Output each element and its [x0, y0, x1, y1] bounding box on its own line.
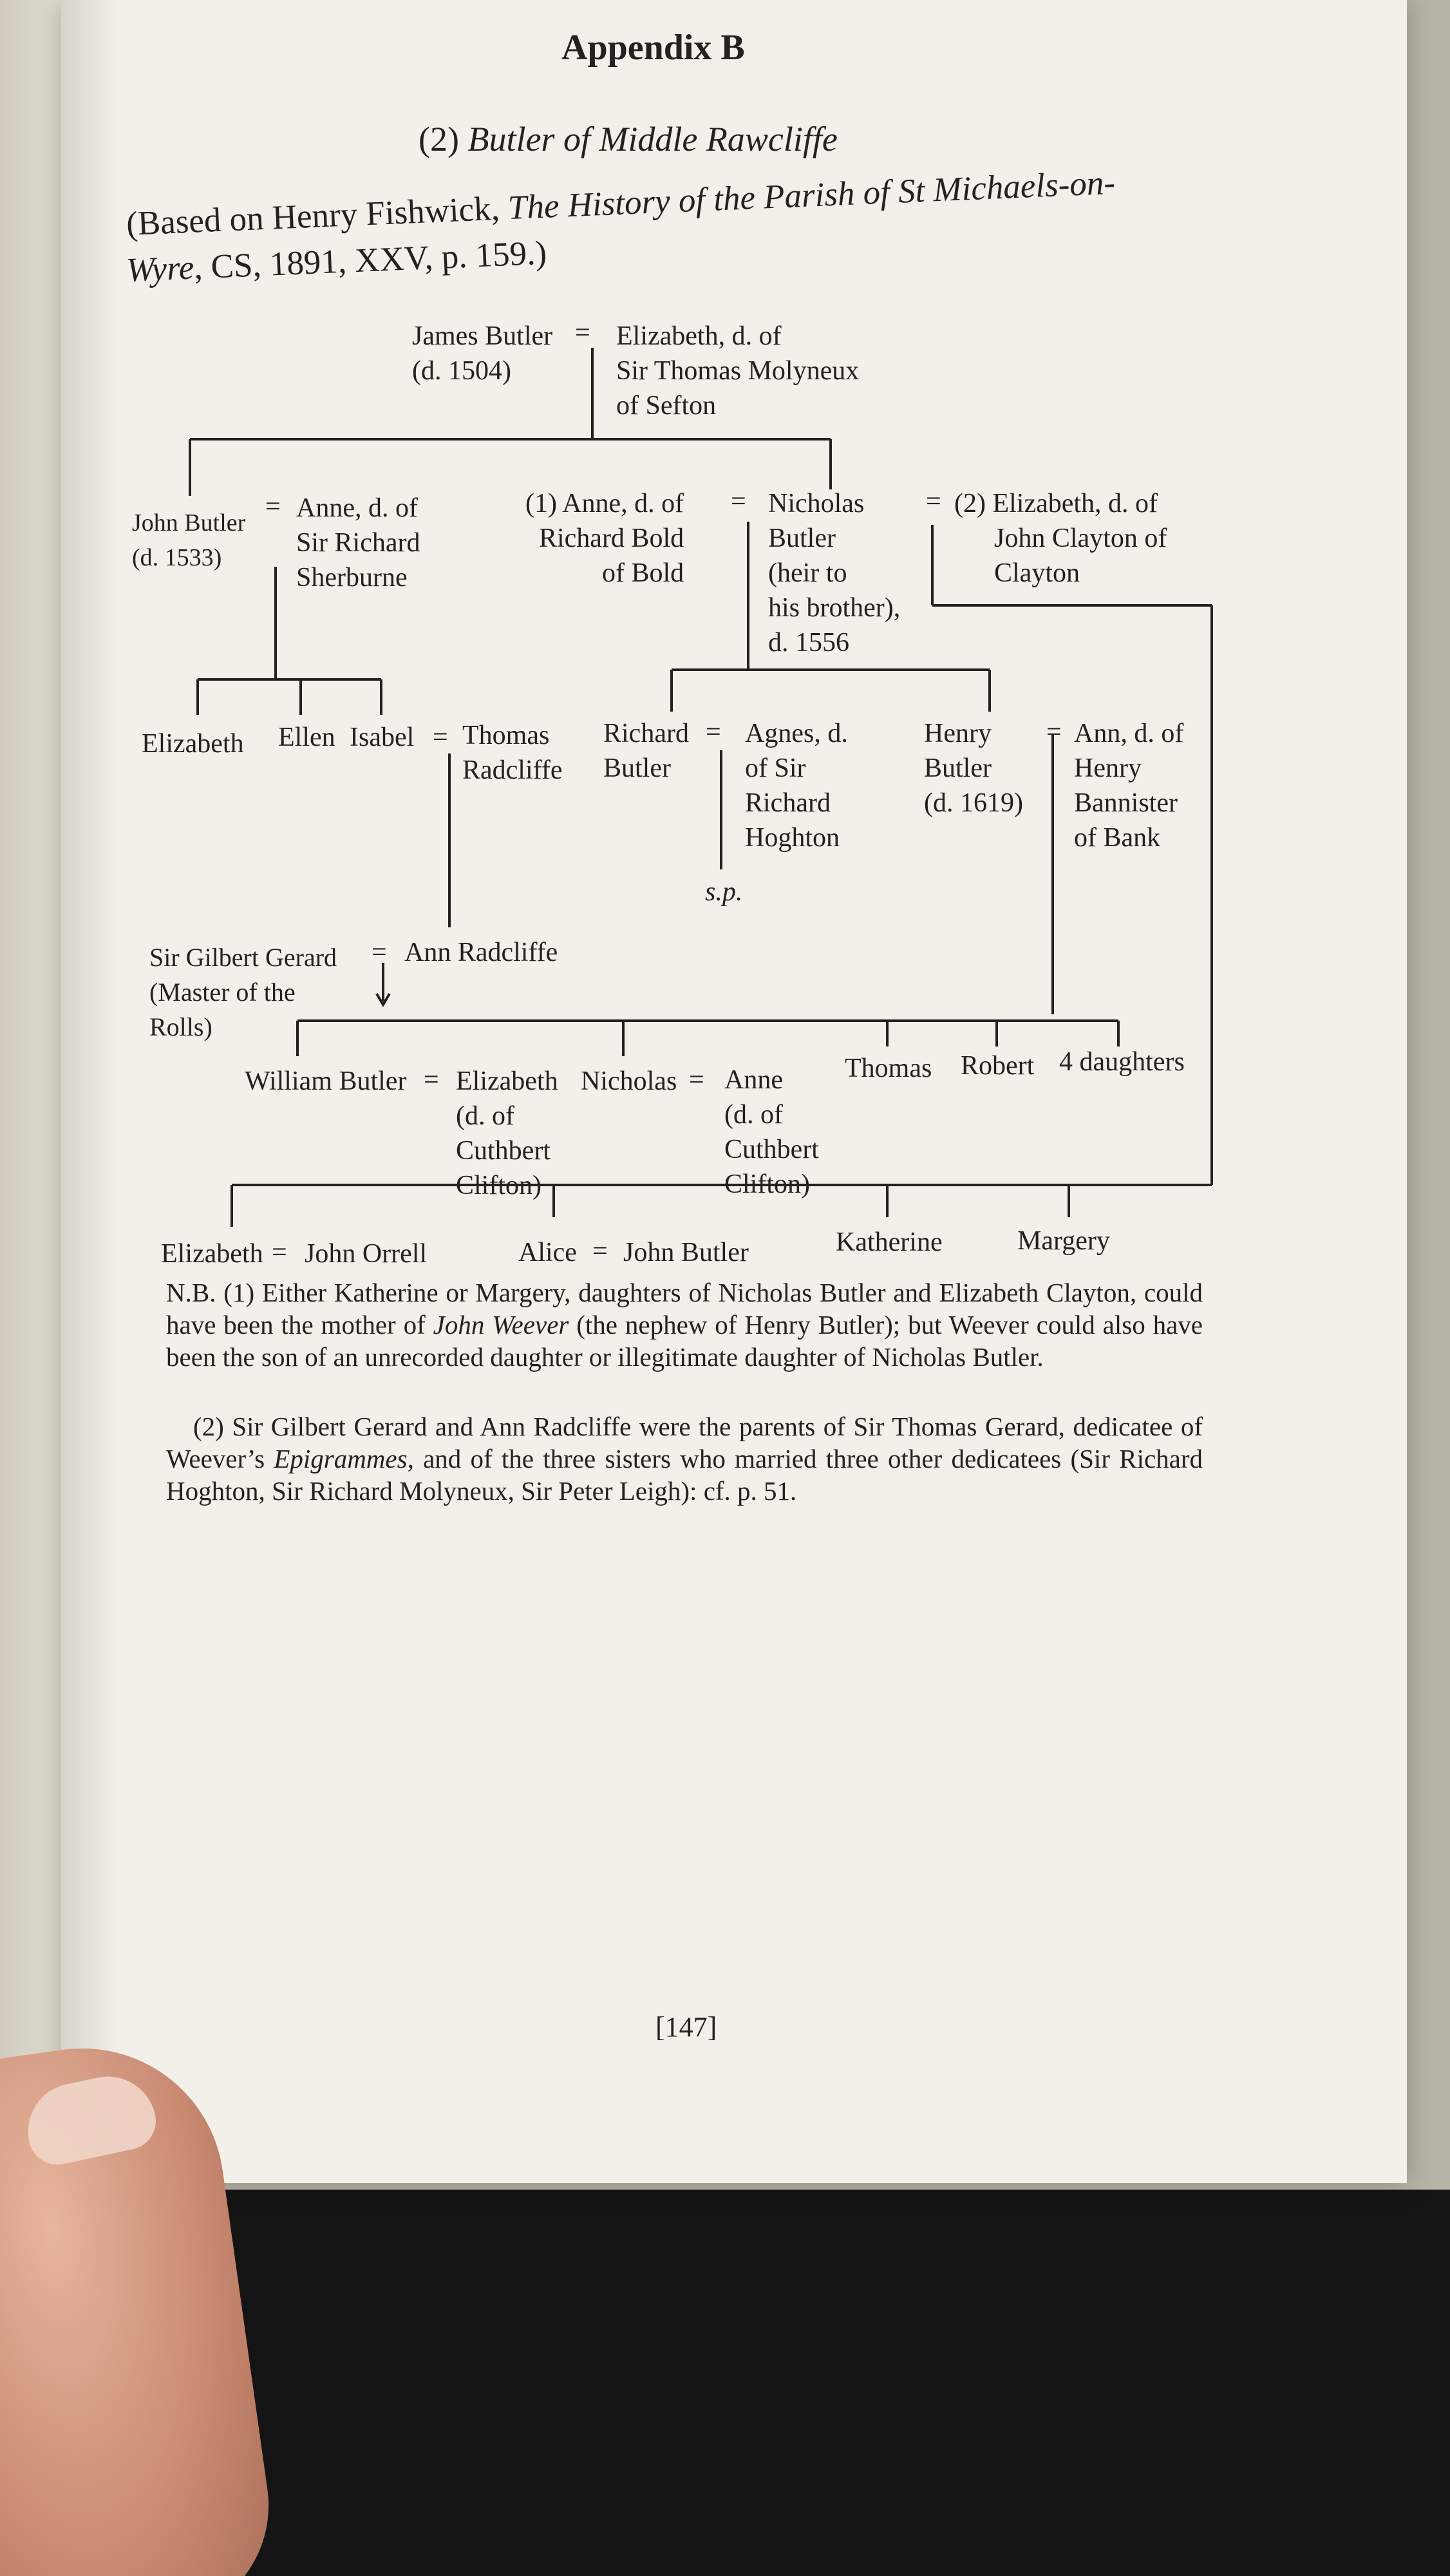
source-line-1: (Based on Henry Fishwick, The History of the Parish of St Michaels-on-: [126, 164, 1116, 243]
marriage-sign: =: [272, 1238, 287, 1267]
person-john-butler: John Butler (d. 1533): [132, 509, 246, 571]
person-isabel: Isabel: [350, 723, 415, 752]
section-number: (2): [419, 120, 459, 158]
marriage-sign: =: [592, 1236, 608, 1266]
page-number: [147]: [655, 2011, 717, 2043]
marriage-sign: =: [706, 717, 721, 747]
marriage-sign: =: [731, 487, 746, 516]
person-alice: Alice: [518, 1238, 577, 1267]
person-elizabeth: Elizabeth: [142, 729, 244, 759]
person-thomas-radcliffe: Thomas Radcliffe: [462, 721, 563, 785]
person-margery: Margery: [1017, 1226, 1110, 1256]
marriage-sign: =: [1046, 717, 1062, 747]
marriage-sign: =: [372, 938, 387, 967]
person-anne-bold: (1) Anne, d. of Richard Bold of Bold: [525, 489, 684, 588]
marriage-sign: =: [926, 487, 941, 516]
section-title-text: Butler of Middle Rawcliffe: [467, 120, 838, 158]
person-richard-butler: Richard Butler: [603, 719, 689, 783]
person-elizabeth-orrell: Elizabeth: [161, 1239, 263, 1269]
person-elizabeth-clayton: (2) Elizabeth, d. of John Clayton of Clayton: [954, 489, 1167, 588]
marriage-sign: =: [575, 318, 590, 348]
sine-prole-label: s.p.: [705, 877, 743, 907]
person-ann-radcliffe: Ann Radcliffe: [404, 938, 558, 967]
marriage-sign: =: [424, 1065, 439, 1095]
person-four-daughters: 4 daughters: [1059, 1047, 1185, 1077]
person-thomas: Thomas: [845, 1054, 932, 1083]
person-ellen: Ellen: [278, 723, 335, 752]
person-elizabeth-clifton: Elizabeth (d. of Cuthbert Clifton): [456, 1066, 558, 1200]
source-line-2: Wyre, CS, 1891, XXV, p. 159.): [126, 234, 548, 289]
running-header: Appendix B: [561, 28, 745, 68]
marriage-sign: =: [265, 492, 281, 522]
person-nicholas-butler: Nicholas Butler (heir to his brother), d. 1556: [768, 489, 901, 658]
person-ann-bannister: Ann, d. of Henry Bannister of Bank: [1074, 719, 1184, 853]
person-agnes-hoghton: Agnes, d. of Sir Richard Hoghton: [745, 719, 848, 853]
person-robert: Robert: [961, 1051, 1035, 1081]
person-elizabeth-molyneux: Elizabeth, d. of Sir Thomas Molyneux of Sefton: [616, 321, 860, 421]
marriage-sign: =: [689, 1065, 704, 1095]
person-anne-sherburne: Anne, d. of Sir Richard Sherburne: [296, 493, 420, 592]
person-james-butler: James Butler (d. 1504): [412, 321, 553, 386]
person-gilbert-gerard: Sir Gilbert Gerard (Master of the Rolls): [149, 943, 337, 1041]
note-1: N.B. (1) Either Katherine or Margery, daughters of Nicholas Butler and Elizabeth Clayton, could have been the mother of John Weever (the nephew of Henry Butler); but Weever could also have been the son of an unrecorded daughter or illegitimate daughter of Nicholas Butler.: [166, 1278, 1203, 1372]
person-anne-clifton: Anne (d. of Cuthbert Clifton): [724, 1065, 819, 1199]
marriage-sign: =: [433, 723, 448, 752]
person-john-orrell: John Orrell: [305, 1239, 428, 1269]
person-john-butler-junior: John Butler: [623, 1238, 749, 1267]
person-henry-butler: Henry Butler (d. 1619): [924, 719, 1023, 818]
note-2: (2) Sir Gilbert Gerard and Ann Radcliffe were the parents of Sir Thomas Gerard, dedicatee of Weever’s Epigrammes, and of the three sisters who married three other dedicatees (Sir Richard Hoghton, Sir Richard Molyneux, Sir Peter Leigh): cf. p. 51.: [166, 1412, 1203, 1506]
person-nicholas-butler-junior: Nicholas: [581, 1066, 677, 1096]
person-katherine: Katherine: [836, 1227, 943, 1257]
person-william-butler: William Butler: [245, 1066, 407, 1096]
